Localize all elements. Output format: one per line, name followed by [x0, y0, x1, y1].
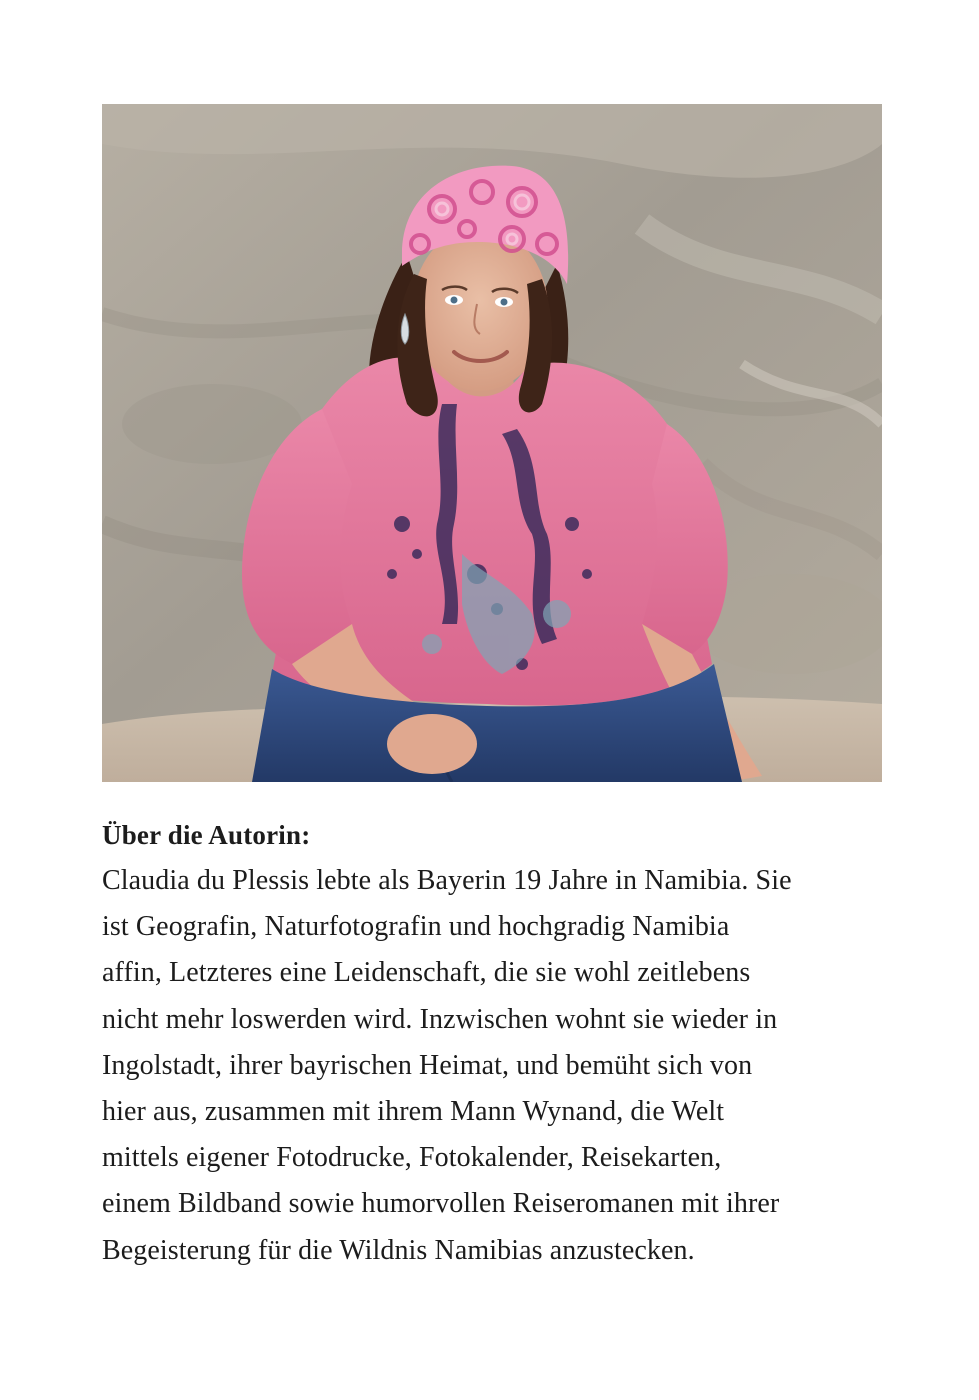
author-portrait-image	[102, 104, 882, 782]
author-photo	[102, 104, 882, 782]
bio-line: Ingolstadt, ihrer bayrischen Heimat, und bemüht sich von	[102, 1049, 753, 1081]
bio-line: mittels eigener Fotodrucke, Fotokalender, Reisekarten,	[102, 1142, 722, 1174]
bio-line: Claudia du Plessis lebte als Bayerin 19 Jahre in Namibia. Sie	[102, 865, 792, 896]
bio-line: affin, Letzteres eine Leidenschaft, die sie wohl zeitlebens	[102, 957, 751, 989]
bio-line: ist Geografin, Naturfotografin und hochgradig Namibia	[102, 911, 730, 943]
bio-line: nicht mehr loswerden wird. Inzwischen wohnt sie wieder in	[102, 1003, 778, 1035]
bio-heading: Über die Autorin:	[102, 820, 311, 850]
bio-line: Begeisterung für die Wildnis Namibias anzustecken.	[102, 1234, 695, 1266]
bio-line: hier aus, zusammen mit ihrem Mann Wynand, die Welt	[102, 1096, 725, 1128]
bio-paragraph	[102, 858, 902, 1274]
bio-line: einem Bildband sowie humorvollen Reiseromanen mit ihrer	[102, 1188, 780, 1220]
author-bio	[102, 812, 902, 1274]
